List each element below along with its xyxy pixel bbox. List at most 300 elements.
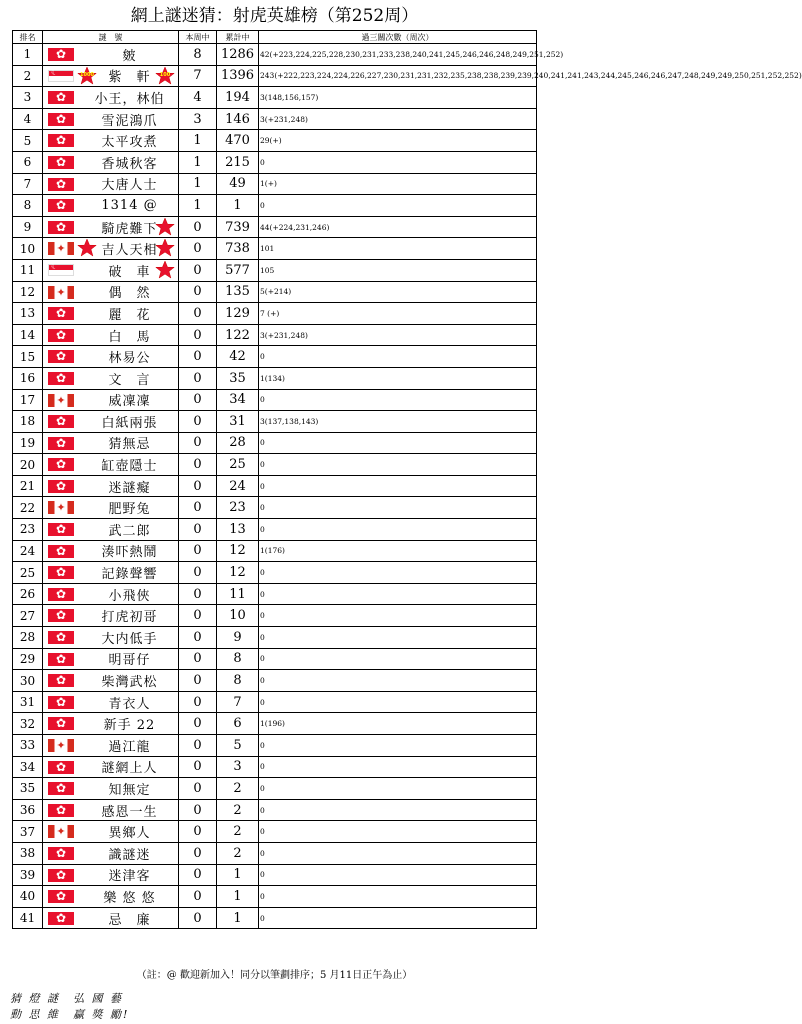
player-name: 紫 軒: [108, 70, 151, 86]
canada-flag-icon: [48, 242, 74, 255]
hong-kong-flag-icon: [48, 458, 74, 471]
hong-kong-flag-icon: [48, 372, 74, 385]
rank-cell: 9: [13, 216, 43, 238]
week-cell: 0: [179, 799, 217, 821]
rank-cell: 36: [13, 799, 43, 821]
name-cell: [43, 886, 179, 908]
hong-kong-flag-icon: [48, 566, 74, 579]
name-cell: [43, 562, 179, 584]
name-cell: [43, 65, 179, 87]
total-cell: 2: [217, 778, 259, 800]
total-cell: 1: [217, 886, 259, 908]
name-cell: [43, 648, 179, 670]
table-header-row: [13, 31, 537, 44]
table-row: [13, 605, 537, 627]
table-row: [13, 627, 537, 649]
table-row: [13, 324, 537, 346]
week-cell: 8: [179, 44, 217, 66]
week-cell: 0: [179, 627, 217, 649]
hong-kong-flag-icon: [48, 199, 74, 212]
name-cell: [43, 713, 179, 735]
history-cell: 0: [259, 475, 537, 497]
footnote: （註：@ 歡迎新加入！同分以筆劃排序；5 月11日正午為止）: [136, 970, 413, 981]
table-row: [13, 87, 537, 109]
week-cell: 0: [179, 432, 217, 454]
week-cell: 0: [179, 886, 217, 908]
player-name: 武二郎: [108, 523, 151, 539]
name-cell: [43, 627, 179, 649]
singapore-flag-icon: [48, 264, 74, 276]
history-cell: 0: [259, 519, 537, 541]
week-cell: 0: [179, 454, 217, 476]
player-name: 大内低手: [101, 631, 158, 647]
rank-cell: 16: [13, 367, 43, 389]
hong-kong-flag-icon: [48, 178, 74, 191]
table-row: [13, 691, 537, 713]
rank-cell: 41: [13, 907, 43, 929]
total-cell: 738: [217, 238, 259, 260]
history-cell: 0: [259, 389, 537, 411]
total-cell: 135: [217, 281, 259, 303]
total-cell: 215: [217, 151, 259, 173]
week-cell: 0: [179, 389, 217, 411]
canada-flag-icon: [48, 394, 74, 407]
star-badge-icon: [155, 217, 175, 237]
name-cell: [43, 691, 179, 713]
table-row: [13, 454, 537, 476]
rank-cell: 12: [13, 281, 43, 303]
week-cell: 0: [179, 756, 217, 778]
name-cell: [43, 389, 179, 411]
history-cell: 42(+223,224,225,228,230,231,233,238,240,241,245,246,246,248,249,251,252): [259, 44, 537, 66]
history-cell: 0: [259, 670, 537, 692]
rank-cell: 24: [13, 540, 43, 562]
star-badge-icon: [77, 238, 97, 258]
week-cell: 0: [179, 497, 217, 519]
name-cell: [43, 281, 179, 303]
hong-kong-flag-icon: [48, 890, 74, 903]
table-row: [13, 519, 537, 541]
hong-kong-flag-icon: [48, 869, 74, 882]
name-cell: [43, 454, 179, 476]
player-name: 白 馬: [108, 329, 151, 345]
total-cell: 146: [217, 108, 259, 130]
week-cell: 0: [179, 324, 217, 346]
rank-cell: 38: [13, 842, 43, 864]
hong-kong-flag-icon: [48, 437, 74, 450]
rank-cell: 30: [13, 670, 43, 692]
week-cell: 0: [179, 475, 217, 497]
total-cell: 8: [217, 670, 259, 692]
player-name: 1314 @: [101, 197, 158, 213]
total-cell: 122: [217, 324, 259, 346]
total-cell: 1286: [217, 44, 259, 66]
header-name: 謎 號: [43, 31, 179, 44]
hong-kong-flag-icon: [48, 631, 74, 644]
total-cell: 739: [217, 216, 259, 238]
rank-cell: 27: [13, 605, 43, 627]
name-cell: [43, 778, 179, 800]
history-cell: 0: [259, 627, 537, 649]
star-badge-icon: [155, 260, 175, 280]
player-name: 小王，林伯: [94, 91, 165, 107]
total-cell: 11: [217, 583, 259, 605]
total-cell: 49: [217, 173, 259, 195]
name-cell: [43, 324, 179, 346]
header-history: 過三關次數（周次）: [259, 31, 537, 44]
player-name: 大唐人士: [101, 178, 158, 194]
player-name: 騎虎難下: [101, 221, 158, 237]
hong-kong-flag-icon: [48, 523, 74, 536]
history-cell: 0: [259, 886, 537, 908]
name-cell: [43, 864, 179, 886]
player-name: 異鄉人: [108, 826, 151, 842]
player-name: 記錄聲響: [101, 567, 158, 583]
player-name: 猜無忌: [108, 437, 151, 453]
total-cell: 9: [217, 627, 259, 649]
table-row: [13, 216, 537, 238]
history-cell: 1(176): [259, 540, 537, 562]
total-cell: 1: [217, 864, 259, 886]
name-cell: [43, 130, 179, 152]
name-cell: [43, 583, 179, 605]
player-name: 缸壺隱士: [101, 459, 158, 475]
ranking-table: [12, 30, 802, 929]
hong-kong-flag-icon: [48, 329, 74, 342]
name-cell: [43, 411, 179, 433]
page-title: 網上謎迷猜：射虎英雄榜（第252周）: [130, 6, 419, 26]
table-row: [13, 842, 537, 864]
rank-cell: 15: [13, 346, 43, 368]
table-row: [13, 65, 537, 87]
player-name: 明哥仔: [108, 653, 151, 669]
player-name: 威凜凜: [108, 394, 151, 410]
rank-cell: 32: [13, 713, 43, 735]
history-cell: 0: [259, 842, 537, 864]
table-row: [13, 735, 537, 757]
name-cell: [43, 87, 179, 109]
week-cell: 7: [179, 65, 217, 87]
header-rank: 排名: [13, 31, 43, 44]
table-row: [13, 670, 537, 692]
hong-kong-flag-icon: [48, 782, 74, 795]
rank-cell: 22: [13, 497, 43, 519]
history-cell: 3(+231,248): [259, 324, 537, 346]
week-cell: 0: [179, 648, 217, 670]
week-cell: 1: [179, 130, 217, 152]
star-badge-label: 1000: [80, 71, 94, 78]
canada-flag-icon: [48, 286, 74, 299]
hong-kong-flag-icon: [48, 588, 74, 601]
history-cell: 1(196): [259, 713, 537, 735]
week-cell: 0: [179, 259, 217, 281]
week-cell: 0: [179, 583, 217, 605]
star-badge-icon: [77, 66, 97, 86]
player-name: 新手 22: [103, 718, 156, 734]
hong-kong-flag-icon: [48, 480, 74, 493]
total-cell: 8: [217, 648, 259, 670]
history-cell: 7 (+): [259, 303, 537, 325]
table-row: [13, 281, 537, 303]
canada-flag-icon: [48, 739, 74, 752]
week-cell: 0: [179, 519, 217, 541]
total-cell: 1: [217, 195, 259, 217]
hong-kong-flag-icon: [48, 761, 74, 774]
history-cell: 0: [259, 195, 537, 217]
total-cell: 470: [217, 130, 259, 152]
player-name: 感恩一生: [101, 804, 158, 820]
player-name: 迷謎癡: [108, 480, 151, 496]
table-row: [13, 475, 537, 497]
table-row: [13, 130, 537, 152]
hong-kong-flag-icon: [48, 113, 74, 126]
player-name: 白紙兩張: [101, 415, 158, 431]
name-cell: [43, 605, 179, 627]
hong-kong-flag-icon: [48, 674, 74, 687]
total-cell: 1: [217, 907, 259, 929]
singapore-flag-icon: [48, 70, 74, 82]
table-row: [13, 367, 537, 389]
name-cell: [43, 907, 179, 929]
player-name: 雪泥鴻爪: [101, 113, 158, 129]
week-cell: 0: [179, 216, 217, 238]
table-row: [13, 238, 537, 260]
table-row: [13, 821, 537, 843]
name-cell: [43, 432, 179, 454]
total-cell: 5: [217, 735, 259, 757]
rank-cell: 35: [13, 778, 43, 800]
history-cell: 0: [259, 691, 537, 713]
total-cell: 129: [217, 303, 259, 325]
week-cell: 1: [179, 195, 217, 217]
history-cell: 0: [259, 605, 537, 627]
week-cell: 0: [179, 735, 217, 757]
history-cell: 3(137,138,143): [259, 411, 537, 433]
week-cell: 0: [179, 670, 217, 692]
name-cell: [43, 216, 179, 238]
rank-cell: 29: [13, 648, 43, 670]
total-cell: 42: [217, 346, 259, 368]
week-cell: 0: [179, 303, 217, 325]
star-badge-icon: [155, 66, 175, 86]
week-cell: 0: [179, 864, 217, 886]
slogan-line-2: 動 思 維 贏 獎 勵!: [10, 1008, 130, 1021]
table-body: [13, 44, 802, 929]
rank-cell: 10: [13, 238, 43, 260]
table-row: [13, 303, 537, 325]
hong-kong-flag-icon: [48, 307, 74, 320]
rank-cell: 11: [13, 259, 43, 281]
history-cell: 0: [259, 346, 537, 368]
table-row: [13, 648, 537, 670]
history-cell: 3(+231,248): [259, 108, 537, 130]
total-cell: 34: [217, 389, 259, 411]
rank-cell: 39: [13, 864, 43, 886]
week-cell: 0: [179, 346, 217, 368]
hong-kong-flag-icon: [48, 350, 74, 363]
name-cell: [43, 842, 179, 864]
total-cell: 12: [217, 540, 259, 562]
name-cell: [43, 475, 179, 497]
history-cell: 3(148,156,157): [259, 87, 537, 109]
player-name: 肥野兔: [108, 502, 151, 518]
total-cell: 1396: [217, 65, 259, 87]
name-cell: [43, 799, 179, 821]
rank-cell: 37: [13, 821, 43, 843]
table-row: [13, 756, 537, 778]
week-cell: 0: [179, 367, 217, 389]
hong-kong-flag-icon: [48, 847, 74, 860]
player-name: 文 言: [108, 372, 151, 388]
history-cell: 0: [259, 756, 537, 778]
player-name: 麗 花: [108, 307, 151, 323]
table-row: [13, 108, 537, 130]
rank-cell: 17: [13, 389, 43, 411]
table-row: [13, 540, 537, 562]
history-cell: 0: [259, 778, 537, 800]
total-cell: 23: [217, 497, 259, 519]
history-cell: 243(+222,223,224,224,226,227,230,231,231,232,235,238,238,239,239,240,241,241,243,244,245,246,246,247,248,249,249,250,251,252,252): [259, 65, 537, 87]
total-cell: 194: [217, 87, 259, 109]
history-cell: 0: [259, 821, 537, 843]
history-cell: 101: [259, 238, 537, 260]
hong-kong-flag-icon: [48, 91, 74, 104]
rank-cell: 20: [13, 454, 43, 476]
rank-cell: 3: [13, 87, 43, 109]
week-cell: 1: [179, 173, 217, 195]
rank-cell: 1: [13, 44, 43, 66]
name-cell: [43, 821, 179, 843]
week-cell: 0: [179, 411, 217, 433]
player-name: 打虎初哥: [101, 610, 158, 626]
rank-cell: 13: [13, 303, 43, 325]
player-name: 謎網上人: [101, 761, 158, 777]
player-name: 迷津客: [108, 869, 151, 885]
name-cell: [43, 670, 179, 692]
total-cell: 10: [217, 605, 259, 627]
table-row: [13, 346, 537, 368]
history-cell: 5(+214): [259, 281, 537, 303]
player-name: 青衣人: [108, 696, 151, 712]
week-cell: 1: [179, 151, 217, 173]
hong-kong-flag-icon: [48, 48, 74, 61]
hong-kong-flag-icon: [48, 415, 74, 428]
player-name: 偶 然: [108, 286, 151, 302]
history-cell: 0: [259, 562, 537, 584]
table-row: [13, 562, 537, 584]
table-row: [13, 497, 537, 519]
history-cell: 1(+): [259, 173, 537, 195]
rank-cell: 14: [13, 324, 43, 346]
rank-cell: 34: [13, 756, 43, 778]
table-row: [13, 583, 537, 605]
table-row: [13, 389, 537, 411]
canada-flag-icon: [48, 825, 74, 838]
hong-kong-flag-icon: [48, 134, 74, 147]
name-cell: [43, 173, 179, 195]
week-cell: 0: [179, 907, 217, 929]
week-cell: 0: [179, 778, 217, 800]
rank-cell: 40: [13, 886, 43, 908]
player-name: 識謎迷: [108, 847, 151, 863]
total-cell: 6: [217, 713, 259, 735]
table-row: [13, 907, 537, 929]
name-cell: [43, 497, 179, 519]
name-cell: [43, 519, 179, 541]
player-name: 皴: [122, 48, 137, 64]
rank-cell: 25: [13, 562, 43, 584]
player-name: 林易公: [108, 351, 151, 367]
header-week: 本周中: [179, 31, 217, 44]
total-cell: 2: [217, 821, 259, 843]
total-cell: 7: [217, 691, 259, 713]
hong-kong-flag-icon: [48, 609, 74, 622]
rank-cell: 2: [13, 65, 43, 87]
history-cell: 0: [259, 864, 537, 886]
history-cell: 0: [259, 735, 537, 757]
player-name: 樂 悠 悠: [103, 890, 156, 906]
player-name: 破 車: [108, 264, 151, 280]
hong-kong-flag-icon: [48, 545, 74, 558]
history-cell: 0: [259, 583, 537, 605]
rank-cell: 18: [13, 411, 43, 433]
name-cell: [43, 735, 179, 757]
week-cell: 0: [179, 713, 217, 735]
week-cell: 0: [179, 842, 217, 864]
history-cell: 0: [259, 497, 537, 519]
total-cell: 2: [217, 842, 259, 864]
player-name: 吉人天相: [101, 243, 158, 259]
table-row: [13, 173, 537, 195]
slogan-line-1: 猜 燈 謎 弘 國 藝: [10, 992, 123, 1005]
name-cell: [43, 238, 179, 260]
total-cell: 577: [217, 259, 259, 281]
week-cell: 0: [179, 821, 217, 843]
week-cell: 0: [179, 540, 217, 562]
history-cell: 105: [259, 259, 537, 281]
total-cell: 2: [217, 799, 259, 821]
name-cell: [43, 346, 179, 368]
table-row: [13, 778, 537, 800]
canada-flag-icon: [48, 501, 74, 514]
player-name: 柴灣武松: [101, 675, 158, 691]
table-row: [13, 195, 537, 217]
total-cell: 12: [217, 562, 259, 584]
name-cell: [43, 151, 179, 173]
hong-kong-flag-icon: [48, 804, 74, 817]
rank-cell: 21: [13, 475, 43, 497]
name-cell: [43, 367, 179, 389]
hong-kong-flag-icon: [48, 717, 74, 730]
week-cell: 0: [179, 562, 217, 584]
total-cell: 24: [217, 475, 259, 497]
rank-cell: 5: [13, 130, 43, 152]
rank-cell: 6: [13, 151, 43, 173]
rank-cell: 4: [13, 108, 43, 130]
total-cell: 31: [217, 411, 259, 433]
name-cell: [43, 195, 179, 217]
name-cell: [43, 44, 179, 66]
hong-kong-flag-icon: [48, 156, 74, 169]
history-cell: 1(134): [259, 367, 537, 389]
table-row: [13, 799, 537, 821]
week-cell: 0: [179, 605, 217, 627]
player-name: 知無定: [108, 782, 151, 798]
week-cell: 0: [179, 281, 217, 303]
player-name: 小飛俠: [108, 588, 151, 604]
history-cell: 0: [259, 799, 537, 821]
star-badge-label: 100: [159, 71, 171, 78]
